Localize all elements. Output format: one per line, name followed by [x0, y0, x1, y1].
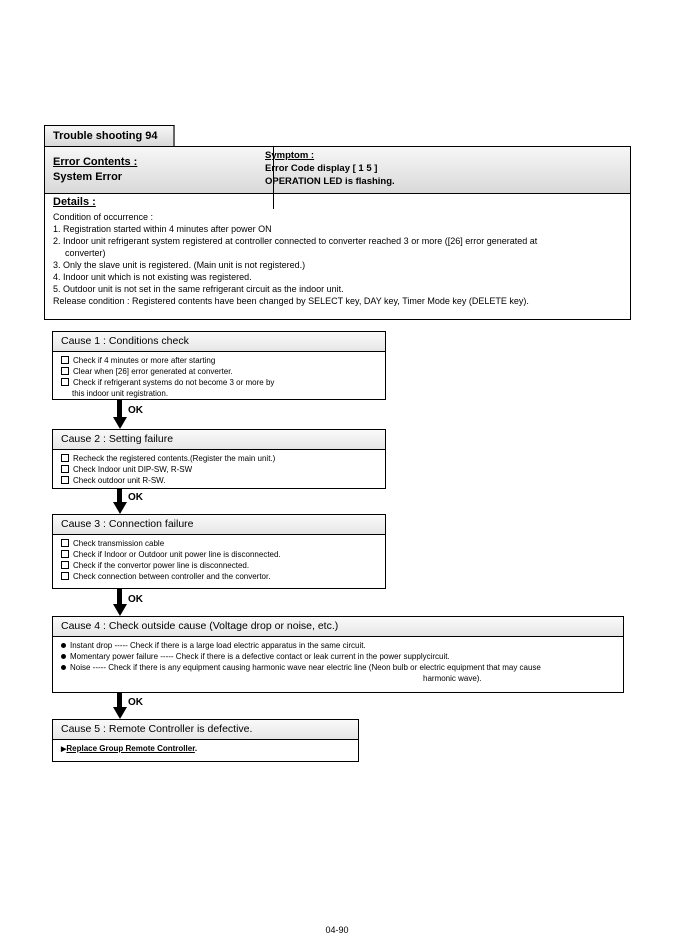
ok-label: OK: [128, 492, 143, 503]
cause-title: Cause 2 : Setting failure: [53, 430, 385, 450]
check-item: Instant drop ----- Check if there is a large load electric apparatus in the same circuit.: [70, 641, 366, 650]
check-item: Check connection between controller and the convertor.: [73, 572, 271, 581]
action-item: Replace Group Remote Controller: [66, 744, 195, 753]
condition-item: 3. Only the slave unit is registered. (Main unit is not registered.): [53, 260, 306, 270]
checkbox-icon: [61, 539, 69, 547]
ok-label: OK: [128, 405, 143, 416]
details-label: Details :: [53, 196, 96, 208]
check-item: Check outdoor unit R-SW.: [73, 476, 166, 485]
cause-2-box: [52, 429, 386, 489]
cause-5-box: Cause 5 : Remote Controller is defective. ▶Replace Group Remote Controller.: [52, 719, 359, 762]
checkbox-icon: [61, 476, 69, 484]
condition-item: converter): [65, 248, 106, 258]
check-item: Check Indoor unit DIP-SW, R-SW: [73, 465, 193, 474]
error-header: [44, 146, 631, 194]
error-contents-value: System Error: [53, 171, 123, 183]
check-item: Check if the convertor power line is disconnected.: [73, 561, 250, 570]
check-item: this indoor unit registration.: [72, 389, 169, 398]
condition-item: 2. Indoor unit refrigerant system registered at controller connected to converter reached 3 or more ([26] error generated at: [53, 236, 538, 246]
checkbox-icon: [61, 454, 69, 462]
checkbox-icon: [61, 367, 69, 375]
check-item: Check transmission cable: [73, 539, 165, 548]
check-item: Noise ----- Check if there is any equipment causing harmonic wave near electric line (Neon bulb or electric equipment that may cause: [70, 663, 541, 672]
check-item: Clear when [26] error generated at converter.: [73, 367, 233, 376]
checkbox-icon: [61, 378, 69, 386]
cause-title: Cause 3 : Connection failure: [53, 515, 385, 535]
bullet-icon: [61, 654, 66, 659]
symptom-line: OPERATION LED is flashing.: [265, 176, 395, 187]
condition-item: 4. Indoor unit which is not existing was registered.: [53, 272, 252, 282]
symptom-label: Symptom :: [265, 150, 315, 161]
condition-item: 1. Registration started within 4 minutes after power ON: [53, 224, 272, 234]
down-arrow-icon: [113, 589, 127, 616]
release-condition: Release condition : Registered contents have been changed by SELECT key, DAY key, Timer Mode key (DELETE key).: [53, 296, 529, 306]
cause-title: Cause 4 : Check outside cause (Voltage drop or noise, etc.): [53, 617, 623, 637]
check-item: Recheck the registered contents.(Register the main unit.): [73, 454, 276, 463]
cause-1-box: [52, 331, 386, 400]
symptom-line: Error Code display [ 1 5 ]: [265, 163, 378, 174]
checkbox-icon: [61, 356, 69, 364]
checkbox-icon: [61, 550, 69, 558]
down-arrow-icon: [113, 489, 127, 514]
check-item: harmonic wave).: [423, 674, 482, 683]
bullet-icon: [61, 643, 66, 648]
cause-4-box: [52, 616, 624, 693]
check-item: Momentary power failure ----- Check if there is a defective contact or leak current in the power supplycircuit.: [70, 652, 450, 661]
page-number: 04-90: [325, 925, 349, 935]
details-section: [44, 193, 631, 320]
check-item: Check if Indoor or Outdoor unit power line is disconnected.: [73, 550, 281, 559]
check-item: Check if 4 minutes or more after starting: [73, 356, 216, 365]
checkbox-icon: [61, 561, 69, 569]
checkbox-icon: [61, 572, 69, 580]
down-arrow-icon: [113, 693, 127, 719]
condition-item: 5. Outdoor unit is not set in the same refrigerant circuit as the indoor unit.: [53, 284, 344, 294]
page-title: Trouble shooting 94: [44, 125, 175, 147]
bullet-icon: [61, 665, 66, 670]
cause-3-box: [52, 514, 386, 589]
condition-label: Condition of occurrence :: [53, 212, 154, 222]
cause-title: Cause 5 : Remote Controller is defective.: [53, 720, 358, 740]
cause-title: Cause 1 : Conditions check: [53, 332, 385, 352]
triangle-right-icon: ▶: [61, 746, 67, 753]
check-item: Check if refrigerant systems do not become 3 or more by: [73, 378, 275, 387]
ok-label: OK: [128, 594, 143, 605]
checkbox-icon: [61, 465, 69, 473]
down-arrow-icon: [113, 400, 127, 429]
ok-label: OK: [128, 697, 143, 708]
error-contents-label: Error Contents :: [53, 156, 138, 168]
